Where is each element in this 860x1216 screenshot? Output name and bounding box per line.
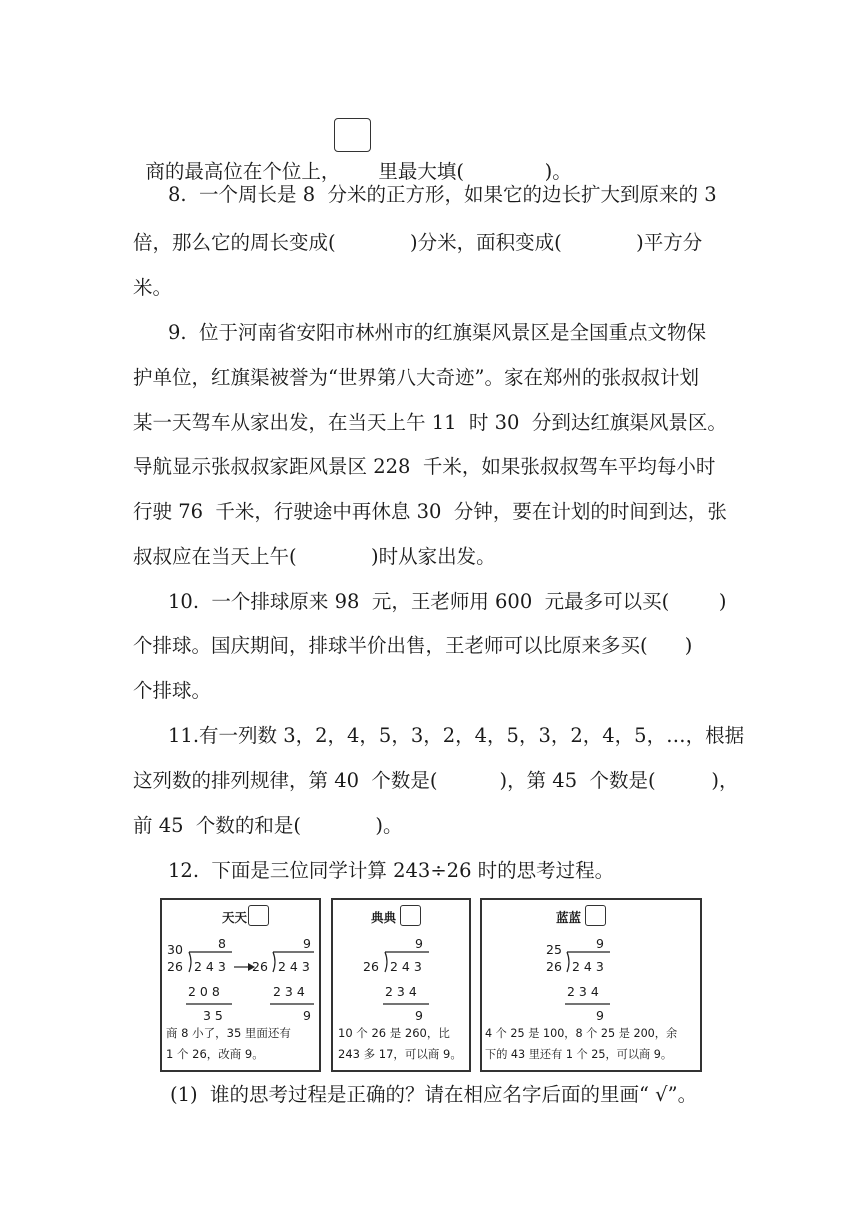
q8-line-1: 8. 一个周长是 8 分米的正方形，如果它的边长扩大到原来的 3 bbox=[168, 183, 717, 206]
card-tiantian bbox=[160, 898, 321, 1072]
dividend-diandian: 2 4 3 bbox=[390, 959, 422, 974]
q9-line-5: 行驶 76 千米，行驶途中再休息 30 分钟，要在计划的时间到达，张 bbox=[133, 500, 727, 523]
card-name-lanlan: 蓝蓝 bbox=[556, 910, 582, 925]
quotient-diandian: 9 bbox=[415, 936, 423, 951]
q10-line-1: 10. 一个排球原来 98 元，王老师用 600 元最多可以买( ) bbox=[168, 590, 727, 613]
card-name-diandian: 典典 bbox=[371, 910, 397, 925]
answer-square-box bbox=[334, 118, 371, 152]
q9-line-2: 护单位，红旗渠被誉为“世界第八大奇迹”。家在郑州的张叔叔计划 bbox=[133, 366, 699, 389]
q9-line-3: 某一天驾车从家出发，在当天上午 11 时 30 分到达红旗渠风景区。 bbox=[133, 411, 727, 434]
quotient-tiantian-right: 9 bbox=[303, 936, 311, 951]
product-diandian: 2 3 4 bbox=[385, 984, 417, 999]
caption-diandian-line-1: 10 个 26 是 260，比 bbox=[338, 1026, 450, 1040]
q12-intro: 12. 下面是三位同学计算 243÷26 时的思考过程。 bbox=[168, 859, 615, 882]
quotient-lanlan: 9 bbox=[596, 936, 604, 951]
q7-tail-before: 商的最高位在个位上， bbox=[145, 160, 341, 183]
q11-line-1: 11.有一列数 3，2，4，5，3，2，4，5，3，2，4，5，…，根据 bbox=[168, 724, 745, 747]
q12-sub-1: (1) 谁的思考过程是正确的？请在相应名字后面的里画“ √”。 bbox=[170, 1083, 698, 1106]
divisor-lanlan: 26 bbox=[546, 959, 562, 974]
caption-lanlan-line-1: 4 个 25 是 100，8 个 25 是 200，余 bbox=[485, 1027, 678, 1040]
estimate-tiantian: 30 bbox=[167, 942, 183, 957]
q8-line-2: 倍，那么它的周长变成( )分米，面积变成( )平方分 bbox=[133, 231, 703, 254]
caption-lanlan-line-2: 下的 43 里还有 1 个 25，可以商 9。 bbox=[485, 1048, 673, 1061]
q9-line-4: 导航显示张叔叔家距风景区 228 千米，如果张叔叔驾车平均每小时 bbox=[133, 455, 716, 478]
estimate-lanlan: 25 bbox=[546, 942, 562, 957]
caption-tiantian-line-1: 商 8 小了，35 里面还有 bbox=[166, 1026, 291, 1040]
dividend-lanlan: 2 4 3 bbox=[572, 959, 604, 974]
q10-line-3: 个排球。 bbox=[133, 679, 212, 702]
card-name-tiantian: 天天 bbox=[222, 910, 248, 925]
caption-lanlan bbox=[485, 1023, 677, 1065]
caption-diandian-line-2: 243 多 17，可以商 9。 bbox=[338, 1047, 462, 1061]
caption-tiantian bbox=[166, 1023, 291, 1065]
remainder-diandian: 9 bbox=[415, 1008, 423, 1023]
divisor-tiantian-right: 26 bbox=[252, 959, 268, 974]
product-tiantian-left: 2 0 8 bbox=[188, 984, 220, 999]
q9-line-1: 9. 位于河南省安阳市林州市的红旗渠风景区是全国重点文物保 bbox=[168, 321, 707, 344]
divisor-diandian: 26 bbox=[363, 959, 379, 974]
card-diandian bbox=[331, 898, 471, 1072]
q11-line-3: 前 45 个数的和是( )。 bbox=[133, 814, 403, 837]
dividend-tiantian-right: 2 4 3 bbox=[278, 959, 310, 974]
divisor-tiantian-left: 26 bbox=[167, 959, 183, 974]
q9-line-6: 叔叔应在当天上午( )时从家出发。 bbox=[133, 545, 496, 568]
dividend-tiantian-left: 2 4 3 bbox=[194, 959, 226, 974]
caption-tiantian-line-2: 1 个 26，改商 9。 bbox=[166, 1047, 264, 1061]
q7-tail-after: 里最大填( )。 bbox=[378, 160, 572, 183]
remainder-tiantian-right: 9 bbox=[303, 1008, 311, 1023]
q10-line-2: 个排球。国庆期间，排球半价出售，王老师可以比原来多买( ) bbox=[133, 634, 693, 657]
card-lanlan bbox=[480, 898, 702, 1072]
caption-diandian bbox=[338, 1023, 462, 1065]
remainder-lanlan: 9 bbox=[596, 1008, 604, 1023]
product-lanlan: 2 3 4 bbox=[567, 984, 599, 999]
product-tiantian-right: 2 3 4 bbox=[273, 984, 305, 999]
q11-line-2: 这列数的排列规律，第 40 个数是( )，第 45 个数是( )， bbox=[133, 769, 739, 792]
remainder-tiantian-left: 3 5 bbox=[203, 1008, 223, 1023]
quotient-tiantian-left: 8 bbox=[218, 936, 226, 951]
q8-line-3: 米。 bbox=[133, 276, 173, 299]
